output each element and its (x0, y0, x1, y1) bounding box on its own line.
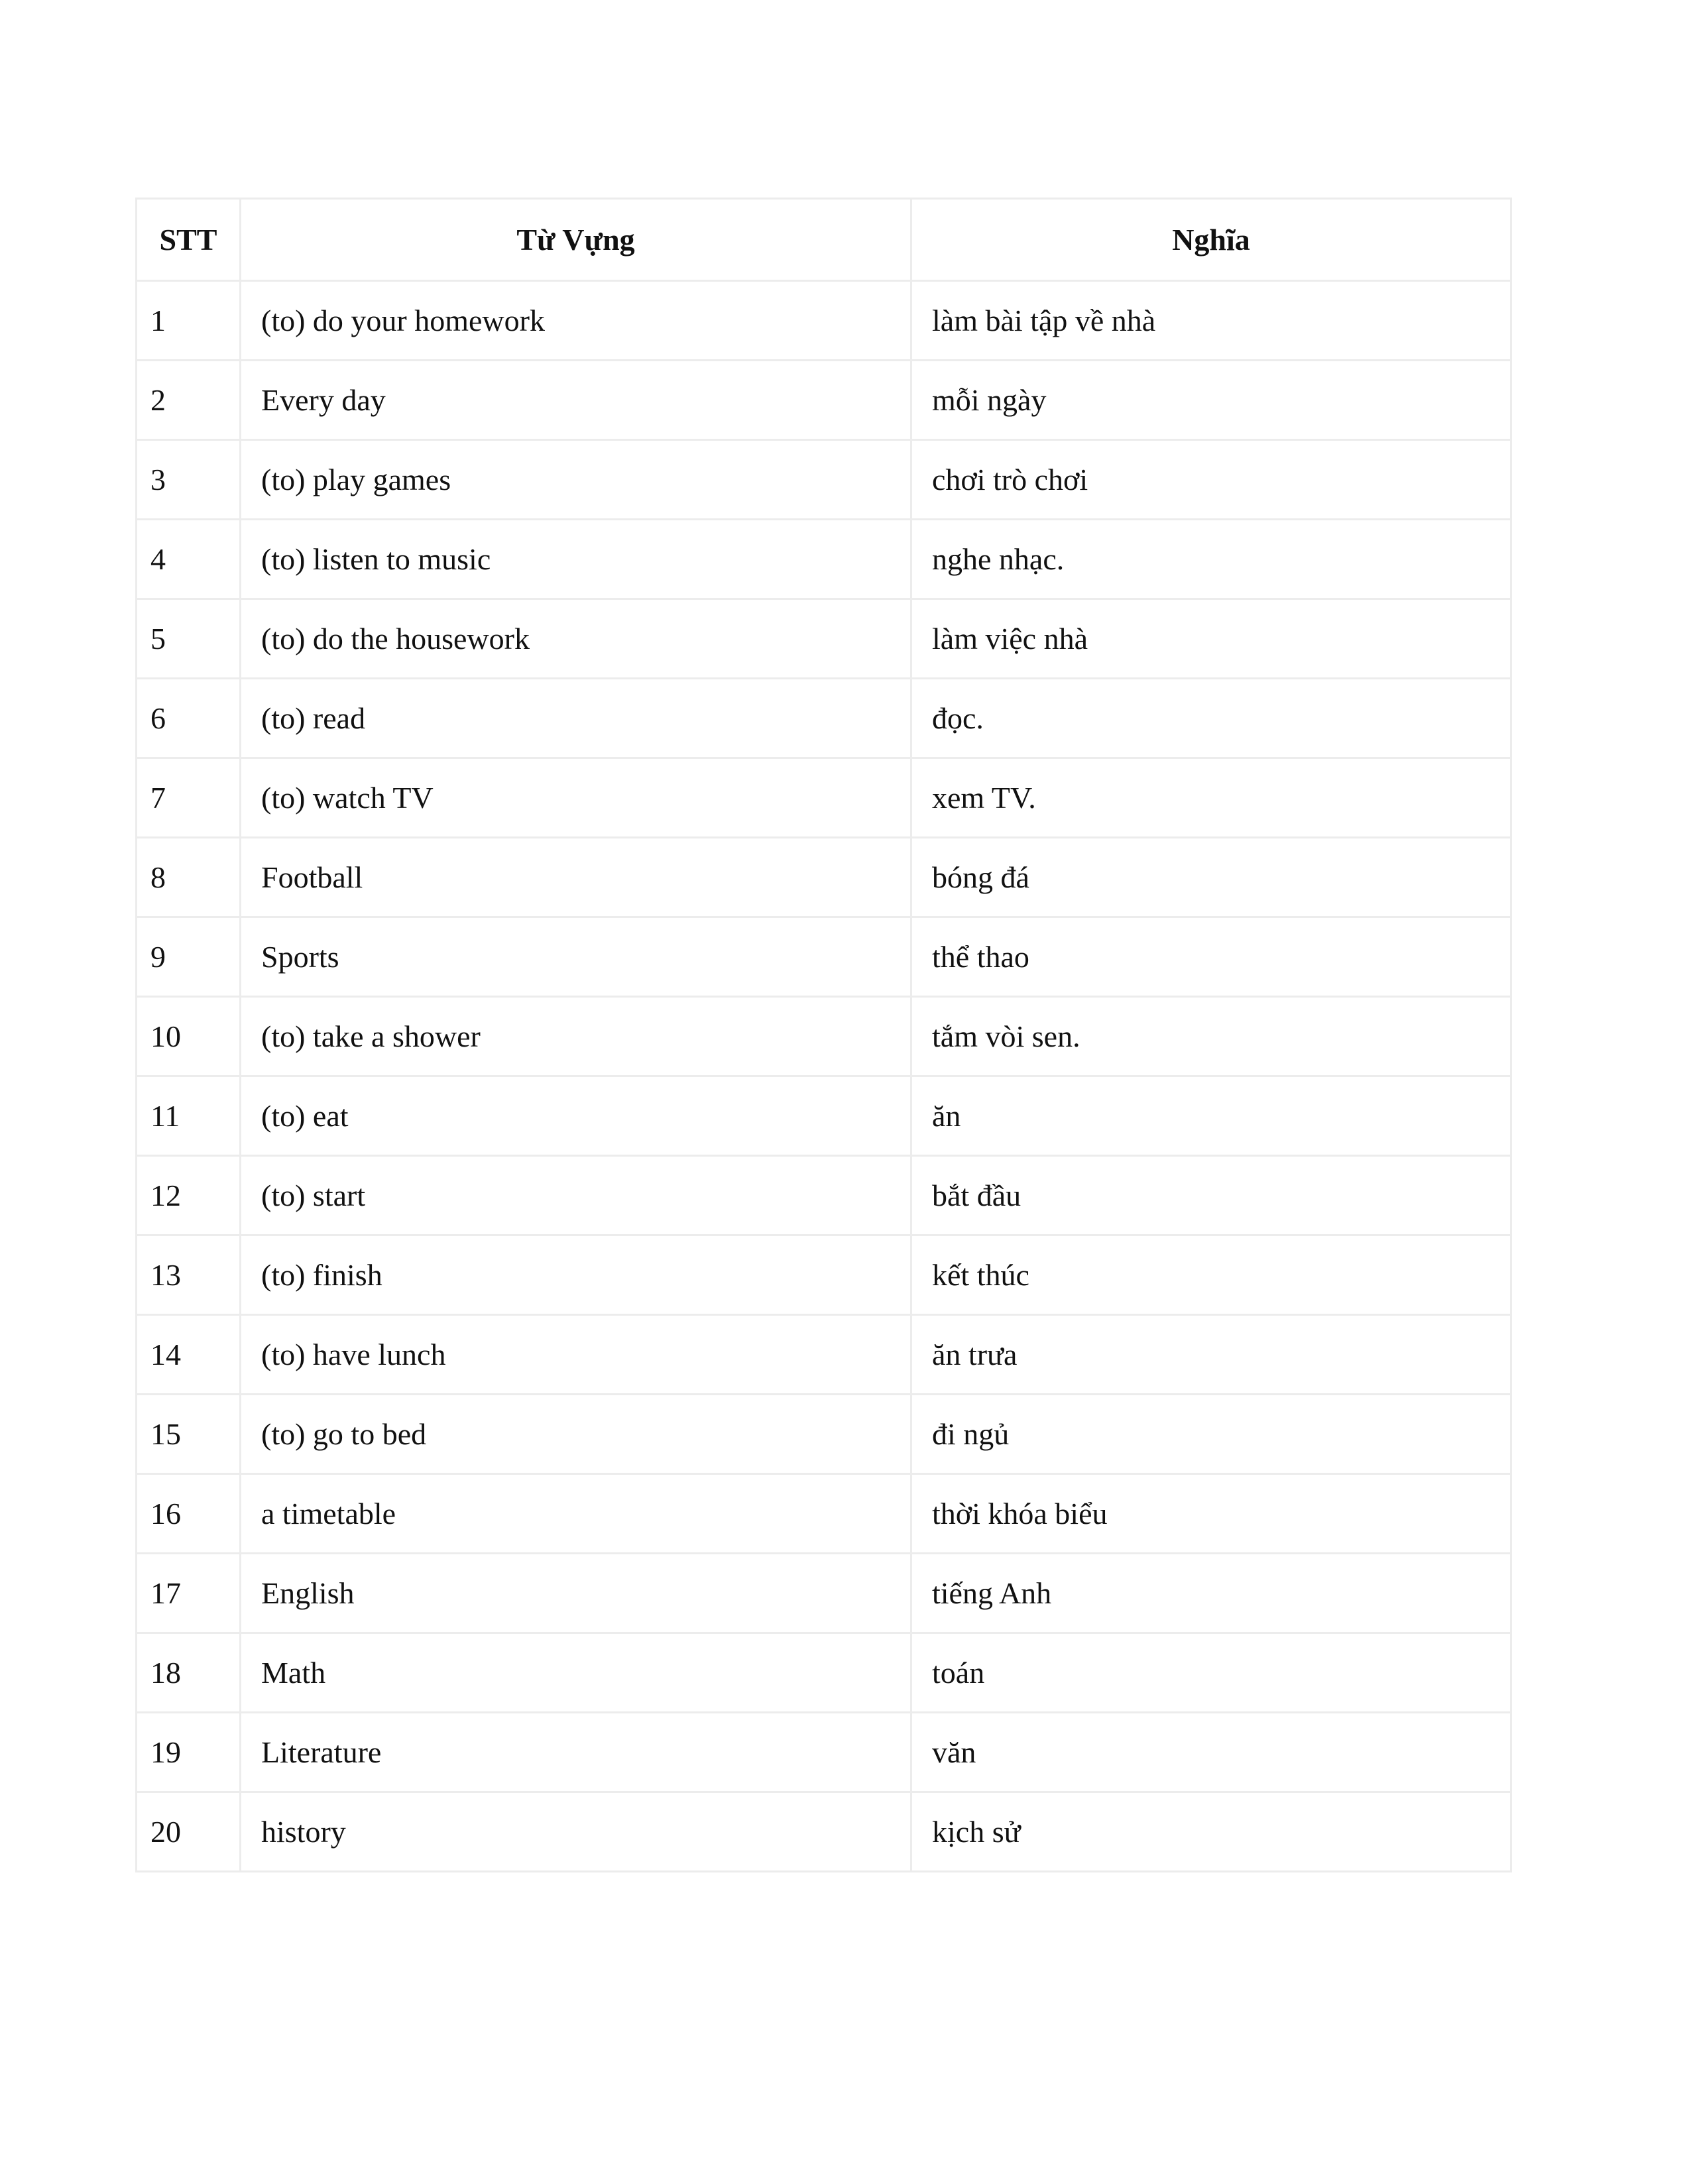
stt-cell: 1 (137, 281, 241, 361)
meaning-cell: tắm vòi sen. (911, 997, 1511, 1076)
table-row (137, 599, 1511, 679)
stt-cell: 19 (137, 1713, 241, 1792)
table-row (137, 758, 1511, 838)
word-cell: (to) do your homework (241, 281, 911, 361)
stt-cell: 3 (137, 440, 241, 520)
word-cell: (to) do the housework (241, 599, 911, 679)
word-cell: Literature (241, 1713, 911, 1792)
meaning-cell: toán (911, 1633, 1511, 1713)
meaning-cell: kết thúc (911, 1236, 1511, 1315)
header-meaning: Nghĩa (911, 199, 1511, 281)
table-row (137, 838, 1511, 917)
header-word: Từ Vựng (241, 199, 911, 281)
meaning-cell: tiếng Anh (911, 1554, 1511, 1633)
table-row (137, 1713, 1511, 1792)
table-row (137, 1395, 1511, 1474)
meaning-cell: văn (911, 1713, 1511, 1792)
table-row (137, 1792, 1511, 1872)
table-row (137, 281, 1511, 361)
stt-cell: 17 (137, 1554, 241, 1633)
table-body (137, 281, 1511, 1872)
word-cell: Sports (241, 917, 911, 997)
stt-cell: 5 (137, 599, 241, 679)
word-cell: Math (241, 1633, 911, 1713)
stt-cell: 18 (137, 1633, 241, 1713)
meaning-cell: bắt đầu (911, 1156, 1511, 1236)
meaning-cell: kịch sử (911, 1792, 1511, 1872)
stt-cell: 15 (137, 1395, 241, 1474)
meaning-cell: nghe nhạc. (911, 520, 1511, 599)
table-row (137, 440, 1511, 520)
stt-cell: 7 (137, 758, 241, 838)
stt-cell: 13 (137, 1236, 241, 1315)
stt-cell: 8 (137, 838, 241, 917)
word-cell: English (241, 1554, 911, 1633)
table-row (137, 1633, 1511, 1713)
word-cell: (to) play games (241, 440, 911, 520)
word-cell: (to) listen to music (241, 520, 911, 599)
stt-cell: 2 (137, 361, 241, 440)
meaning-cell: xem TV. (911, 758, 1511, 838)
meaning-cell: bóng đá (911, 838, 1511, 917)
table-row (137, 1474, 1511, 1554)
meaning-cell: mỗi ngày (911, 361, 1511, 440)
meaning-cell: đọc. (911, 679, 1511, 758)
word-cell: (to) have lunch (241, 1315, 911, 1395)
header-row (137, 199, 1511, 281)
table-row (137, 917, 1511, 997)
stt-cell: 14 (137, 1315, 241, 1395)
word-cell: (to) eat (241, 1076, 911, 1156)
table-row (137, 520, 1511, 599)
stt-cell: 6 (137, 679, 241, 758)
meaning-cell: chơi trò chơi (911, 440, 1511, 520)
table-row (137, 361, 1511, 440)
word-cell: (to) finish (241, 1236, 911, 1315)
table-row (137, 997, 1511, 1076)
word-cell: history (241, 1792, 911, 1872)
table-row (137, 1554, 1511, 1633)
table-row (137, 1315, 1511, 1395)
table-row (137, 1076, 1511, 1156)
table-row (137, 1156, 1511, 1236)
table-header (137, 199, 1511, 281)
stt-cell: 4 (137, 520, 241, 599)
stt-cell: 9 (137, 917, 241, 997)
word-cell: Football (241, 838, 911, 917)
header-stt: STT (137, 199, 241, 281)
meaning-cell: đi ngủ (911, 1395, 1511, 1474)
meaning-cell: thể thao (911, 917, 1511, 997)
word-cell: (to) go to bed (241, 1395, 911, 1474)
table-row (137, 1236, 1511, 1315)
word-cell: (to) watch TV (241, 758, 911, 838)
meaning-cell: ăn trưa (911, 1315, 1511, 1395)
stt-cell: 20 (137, 1792, 241, 1872)
meaning-cell: thời khóa biểu (911, 1474, 1511, 1554)
meaning-cell: làm bài tập về nhà (911, 281, 1511, 361)
stt-cell: 10 (137, 997, 241, 1076)
stt-cell: 16 (137, 1474, 241, 1554)
word-cell: (to) start (241, 1156, 911, 1236)
word-cell: (to) read (241, 679, 911, 758)
word-cell: a timetable (241, 1474, 911, 1554)
meaning-cell: làm việc nhà (911, 599, 1511, 679)
stt-cell: 11 (137, 1076, 241, 1156)
table-row (137, 679, 1511, 758)
meaning-cell: ăn (911, 1076, 1511, 1156)
vocabulary-table (135, 198, 1512, 1872)
stt-cell: 12 (137, 1156, 241, 1236)
word-cell: Every day (241, 361, 911, 440)
word-cell: (to) take a shower (241, 997, 911, 1076)
